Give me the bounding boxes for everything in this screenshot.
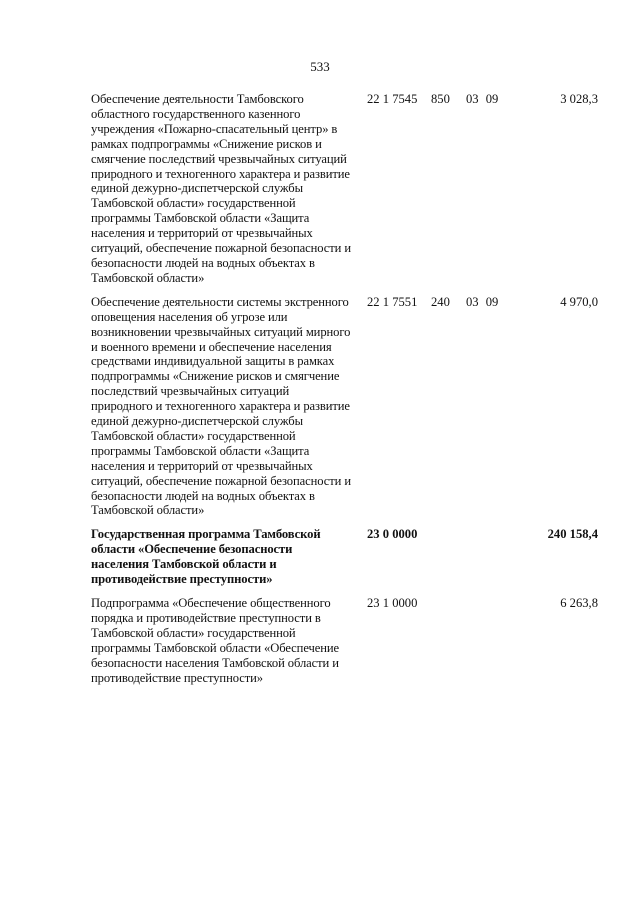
row-target-code: 22 1 7551 [367,294,418,309]
table-row [91,295,603,519]
table-row [91,92,603,286]
row-target-code: 22 1 7545 [367,92,418,106]
row-amount: 4 970,0 [560,294,598,309]
row-amount: 3 028,3 [560,92,598,106]
row-section: 03 09 [466,92,499,106]
row-expense-type: 240 [431,294,450,309]
row-amount: 240 158,4 [547,527,598,542]
table-row-program [91,527,603,587]
row-amount: 6 263,8 [560,596,598,610]
row-description: Обеспечение деятельности системы экстренного оповещения населения об угрозе или возникновении чрезвычайных ситуаций мирного и военного времени и обеспечение населения средствами индивидуальной защиты в рамках подпрограммы «Снижение рисков и смягчение последствий чрезвычайных ситуаций природного и техногенного характера и развитие единой дежурно-диспетчерской службы Тамбовской области» государственной программы Тамбовской области «Защита населения и территорий от чрезвычайных ситуаций, обеспечение пожарной безопасности и безопасности людей на водных объектах в Тамбовской области» [91,294,351,518]
budget-table [91,92,603,694]
row-expense-type: 850 [431,92,450,106]
row-description: Государственная программа Тамбовской области «Обеспечение безопасности населения Тамбовской области и противодействие преступности» [91,527,321,587]
page-number: 533 [310,59,330,74]
row-description: Подпрограмма «Обеспечение общественного порядка и противодействие преступности в Тамбовской области» государственной программы Тамбовской области «Обеспечение безопасности населения Тамбовской области и противодействие преступности» [91,596,339,685]
row-target-code: 23 1 0000 [367,596,418,610]
row-description: Обеспечение деятельности Тамбовского областного государственного казенного учреждения «Пожарно-спасательный центр» в рамках подпрограммы «Снижение рисков и смягчение последствий чрезвычайных ситуаций природного и техногенного характера и развитие единой дежурно-диспетчерской службы Тамбовской области» государственной программы Тамбовской области «Защита населения и территорий от чрезвычайных ситуаций, обеспечение пожарной безопасности и безопасности людей на водных объектах в Тамбовской области» [91,92,351,285]
row-target-code: 23 0 0000 [367,527,418,542]
table-row [91,596,603,685]
row-section: 03 09 [466,294,499,309]
